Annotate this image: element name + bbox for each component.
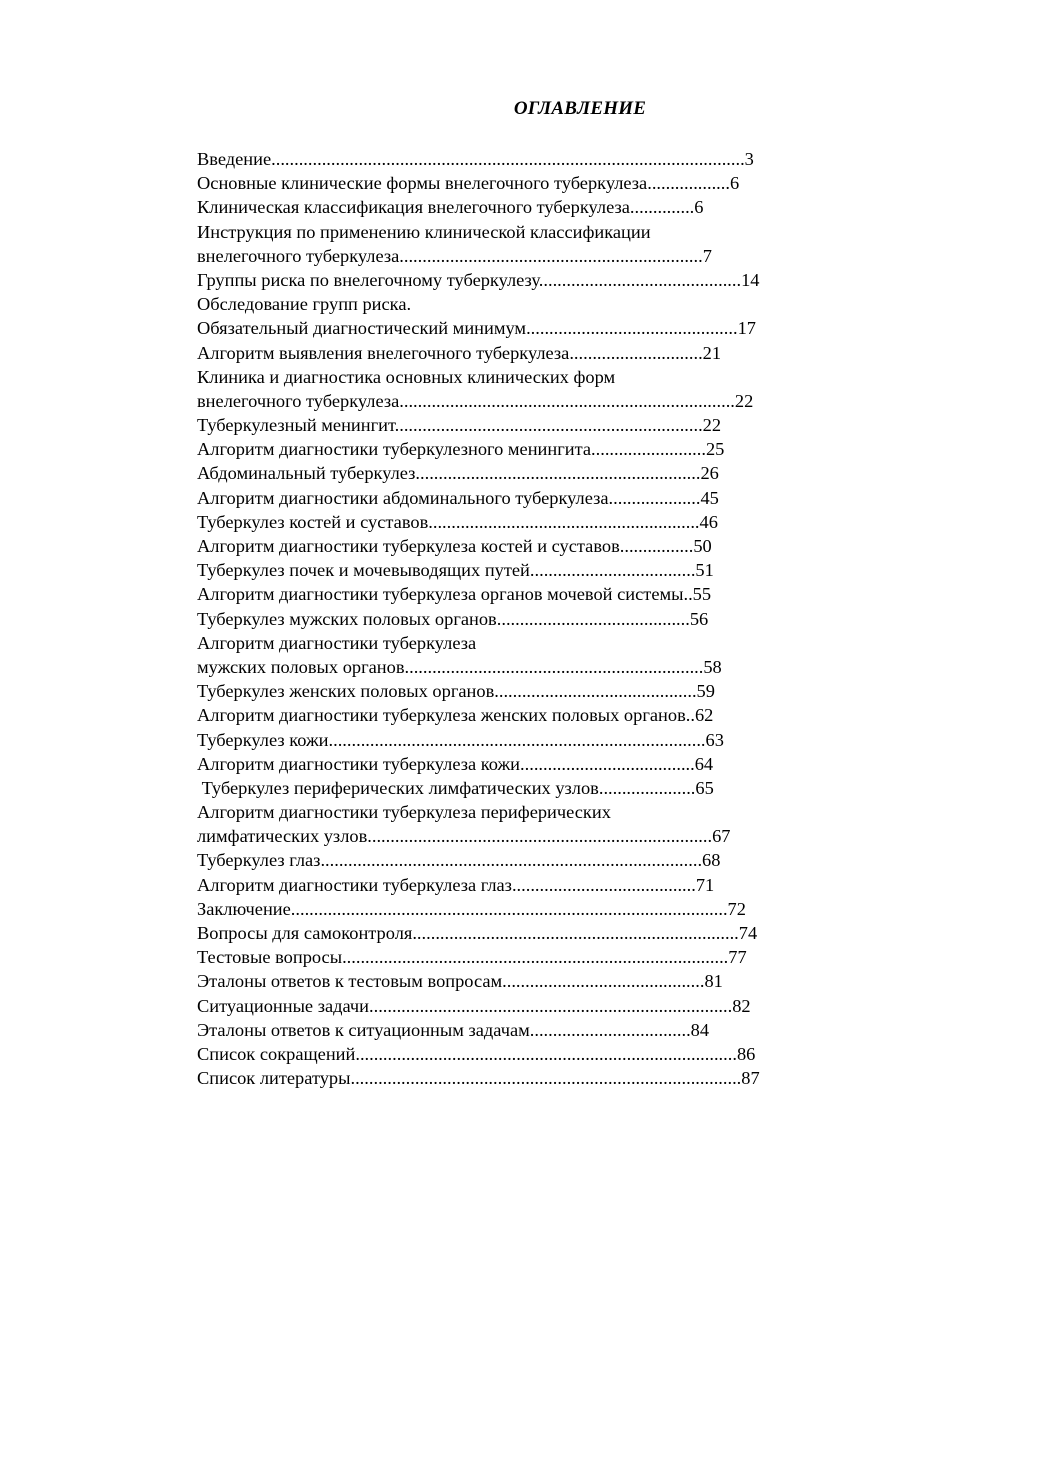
toc-entry: Алгоритм диагностики туберкулеза	[197, 632, 477, 653]
toc-entry: лимфатических узлов...........................................................................67	[197, 826, 731, 847]
toc-entry: Алгоритм диагностики абдоминального туберкулеза....................45	[197, 487, 719, 508]
toc-entry: Туберкулезный менингит...................................................................22	[197, 415, 722, 436]
toc-entry: Вопросы для самоконтроля.......................................................................74	[197, 923, 758, 943]
toc-entry: Обследование групп риска.	[197, 294, 412, 315]
toc-entry: Клиническая классификация внелегочного туберкулеза..............6	[197, 197, 704, 218]
toc-entry: Туберкулез женских половых органов............................................59	[197, 681, 715, 702]
toc-entry: Алгоритм выявления внелегочного туберкулеза.............................21	[197, 342, 722, 363]
toc-entry: Туберкулез костей и суставов...........................................................46	[197, 511, 718, 532]
toc-entry: Туберкулез мужских половых органов..........................................56	[197, 608, 709, 629]
toc-entry: Инструкция по применению клинической классификации	[197, 221, 651, 242]
toc-entry: Туберкулез кожи..................................................................................63	[197, 729, 724, 750]
toc-entry: Туберкулез почек и мочевыводящих путей....................................51	[197, 560, 714, 581]
toc-title: ОГЛАВЛЕНИЕ	[513, 98, 647, 119]
toc-entry: Алгоритм диагностики туберкулеза костей и суставов................50	[197, 536, 712, 556]
toc-list	[197, 147, 1017, 1090]
toc-entry: Туберкулез глаз...................................................................................68	[197, 850, 721, 871]
toc-entry: Введение.......................................................................................................3	[197, 149, 754, 169]
toc-entry: Клиника и диагностика основных клинических форм	[197, 366, 616, 387]
toc-entry: Группы риска по внелегочному туберкулезу............................................14	[197, 269, 760, 290]
toc-entry: Список сокращений...................................................................................86	[197, 1043, 756, 1064]
toc-entry: Туберкулез периферических лимфатических узлов.....................65	[197, 777, 714, 798]
toc-entry: Алгоритм диагностики туберкулеза кожи......................................64	[197, 753, 714, 774]
toc-entry: Алгоритм диагностики туберкулеза глаз........................................71	[197, 874, 715, 895]
toc-entry: Алгоритм диагностики туберкулезного менингита.........................25	[197, 439, 725, 460]
toc-entry: Ситуационные задачи...............................................................................82	[197, 995, 751, 1016]
toc-entry: Тестовые вопросы....................................................................................77	[197, 947, 747, 968]
toc-entry: Алгоритм диагностики туберкулеза органов мочевой системы..55	[197, 584, 712, 605]
toc-entry: внелегочного туберкулеза.........................................................................22	[197, 390, 754, 411]
toc-entry: Эталоны ответов к ситуационным задачам...................................84	[197, 1019, 710, 1040]
toc-entry: Эталоны ответов к тестовым вопросам............................................81	[197, 971, 723, 992]
toc-entry: Основные клинические формы внелегочного туберкулеза..................6	[197, 173, 740, 194]
toc-entry: Заключение...............................................................................................72	[197, 898, 746, 919]
toc-entry: Алгоритм диагностики туберкулеза периферических	[197, 802, 611, 823]
toc-entry: мужских половых органов.................................................................58	[197, 656, 722, 677]
toc-entry: Список литературы.....................................................................................87	[197, 1068, 760, 1089]
toc-entry: внелегочного туберкулеза..................................................................7	[197, 245, 712, 266]
toc-entry: Алгоритм диагностики туберкулеза женских половых органов..62	[197, 705, 714, 726]
toc-entry: Абдоминальный туберкулез..............................................................26	[197, 463, 719, 484]
toc-entry: Обязательный диагностический минимум..............................................17	[197, 318, 756, 339]
